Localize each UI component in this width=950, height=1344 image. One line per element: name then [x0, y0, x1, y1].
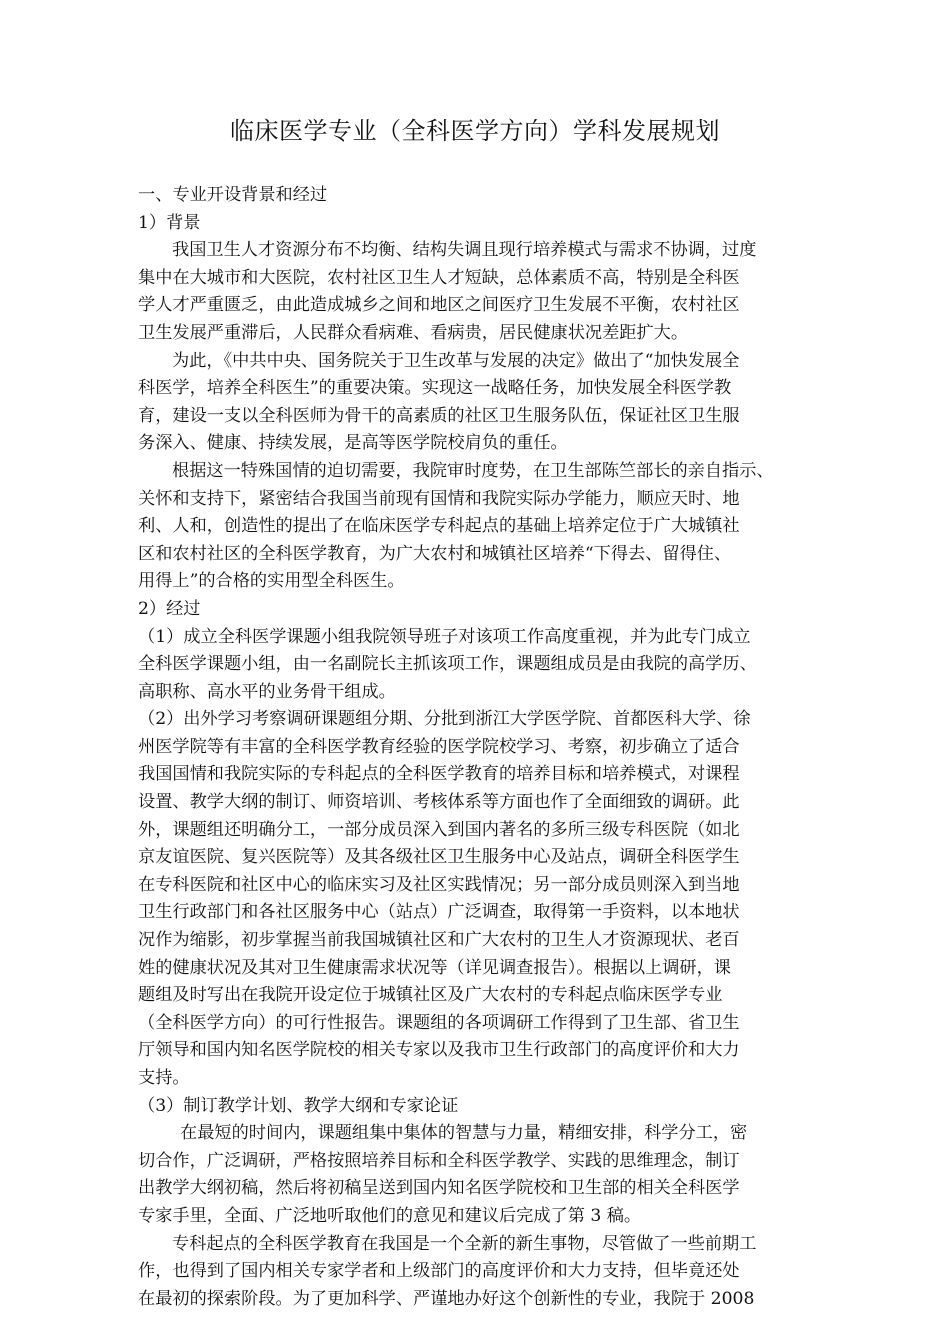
text-line: 我国卫生人才资源分布不均衡、结构失调且现行培养模式与需求不协调，过度: [172, 240, 757, 261]
text-line: 州医学院等有丰富的全科医学教育经验的医学院校学习、考察，初步确立了适合: [138, 736, 740, 757]
text-line: 出教学大纲初稿，然后将初稿呈送到国内知名医学院校和卫生部的相关全科医学: [138, 1178, 740, 1199]
text-line: 根据这一特殊国情的迫切需要，我院审时度势，在卫生部陈竺部长的亲自指示、: [172, 460, 774, 481]
text-line: 为此，《中共中央、国务院关于卫生改革与发展的决定》做出了“加快发展全: [172, 350, 740, 371]
text-line: 厅领导和国内知名医学院校的相关专家以及我市卫生行政部门的高度评价和大力: [138, 1040, 740, 1061]
text-line: 卫生发展严重滞后，人民群众看病难、看病贵，居民健康状况差距扩大。: [138, 322, 689, 343]
text-line: 京友谊医院、复兴医院等）及其各级社区卫生服务中心及站点，调研全科医学生: [138, 847, 740, 868]
document-title: 临床医学专业（全科医学方向）学科发展规划: [230, 117, 720, 145]
text-line: 科医学，培养全科医生”的重要决策。实现这一战略任务，加快发展全科医学教: [138, 378, 732, 399]
text-line: 题组及时写出在我院开设定位于城镇社区及广大农村的专科起点临床医学专业: [138, 985, 723, 1006]
text-line: 关怀和支持下，紧密结合我国当前现有国情和我院实际办学能力，顺应天时、地: [138, 488, 740, 509]
text-line: 全科医学课题小组，由一名副院长主抓该项工作，课题组成员是由我院的高学历、: [138, 654, 757, 675]
text-line: 作，也得到了国内相关专家学者和上级部门的高度评价和大力支持，但毕竟还处: [138, 1261, 740, 1282]
text-line: 设置、教学大纲的制订、师资培训、考核体系等方面也作了全面细致的调研。此: [138, 792, 740, 813]
text-line: 切合作，广泛调研，严格按照培养目标和全科医学教学、实践的思维理念，制订: [138, 1150, 740, 1171]
text-line: 一、专业开设背景和经过: [138, 185, 328, 205]
text-line: 我国国情和我院实际的专科起点的全科医学教育的培养目标和培养模式，对课程: [138, 764, 740, 785]
text-line: 学人才严重匮乏，由此造成城乡之间和地区之间医疗卫生发展不平衡，农村社区: [138, 295, 740, 316]
text-line: （1）成立全科医学课题小组我院领导班子对该项工作高度重视，并为此专门成立: [138, 626, 751, 647]
text-line: 育，建设一支以全科医师为骨干的高素质的社区卫生服务队伍，保证社区卫生服: [138, 405, 740, 426]
text-line: 专家手里，全面、广泛地听取他们的意见和建议后完成了第 3 稿。: [138, 1205, 642, 1226]
text-line: 用得上”的合格的实用型全科医生。: [138, 571, 405, 592]
text-line: 在最短的时间内，课题组集中集体的智慧与力量，精细安排，科学分工，密: [180, 1123, 748, 1144]
text-line: 在最初的探索阶段。为了更加科学、严谨地办好这个创新性的专业，我院于 2008: [138, 1288, 755, 1309]
text-line: 支持。: [138, 1068, 190, 1088]
text-line: 1）背景: [138, 212, 201, 233]
text-line: （全科医学方向）的可行性报告。课题组的各项调研工作得到了卫生部、省卫生: [138, 1012, 740, 1033]
text-line: 卫生行政部门和各社区服务中心（站点）广泛调查，取得第一手资料，以本地状: [138, 902, 740, 923]
text-line: 况作为缩影，初步掌握当前我国城镇社区和广大农村的卫生人才资源现状、老百: [138, 930, 740, 951]
text-line: 2）经过: [138, 598, 201, 619]
text-line: 姓的健康状况及其对卫生健康需求状况等（详见调查报告）。根据以上调研，课: [138, 957, 731, 978]
text-line: （2）出外学习考察调研课题组分期、分批到浙江大学医学院、首都医科大学、徐: [138, 709, 751, 730]
text-line: 务深入、健康、持续发展，是高等医学院校肩负的重任。: [138, 433, 568, 454]
document-body: [138, 182, 828, 1313]
text-line: 利、人和，创造性的提出了在临床医学专科起点的基础上培养定位于广大城镇社: [138, 516, 740, 537]
text-line: 在专科医院和社区中心的临床实习及社区实践情况；另一部分成员则深入到当地: [138, 874, 740, 895]
text-line: 外，课题组还明确分工，一部分成员深入到国内著名的多所三级专科医院（如北: [138, 819, 740, 840]
text-line: 高职称、高水平的业务骨干组成。: [138, 681, 396, 702]
text-line: 专科起点的全科医学教育在我国是一个全新的新生事物，尽管做了一些前期工: [172, 1233, 757, 1254]
text-line: （3）制订教学计划、教学大纲和专家论证: [138, 1095, 459, 1116]
text-line: 区和农村社区的全科医学教育，为广大农村和城镇社区培养“下得去、留得住、: [138, 543, 732, 564]
text-line: 集中在大城市和大医院，农村社区卫生人才短缺，总体素质不高，特别是全科医: [138, 267, 740, 288]
